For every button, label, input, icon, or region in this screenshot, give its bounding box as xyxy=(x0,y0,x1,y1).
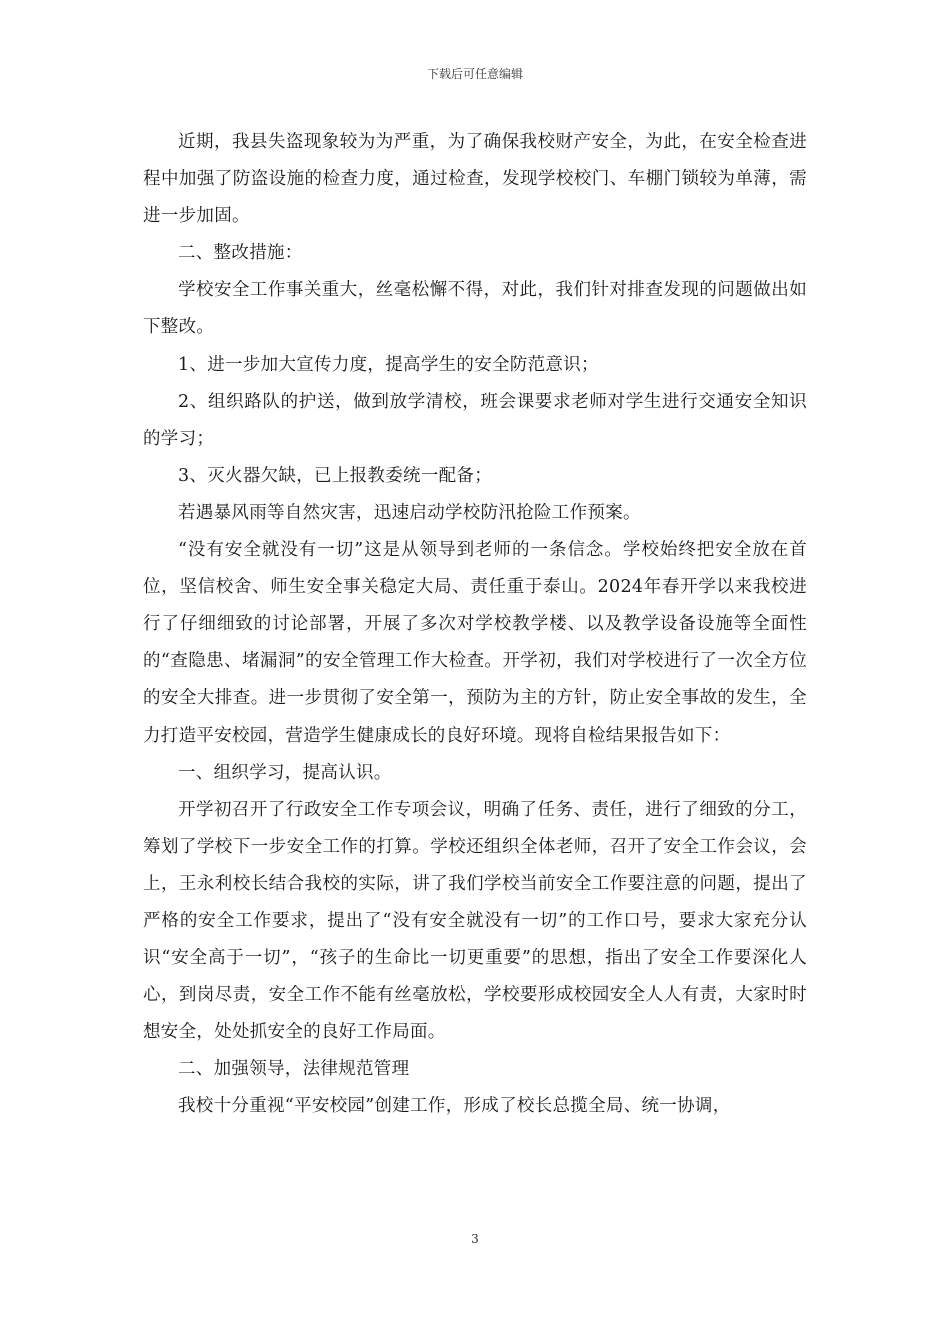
paragraph: 近期，我县失盗现象较为为严重，为了确保我校财产安全，为此，在安全检查进程中加强了防盗设施的检查力度，通过检查，发现学校校门、车棚门锁较为单薄，需进一步加固。 xyxy=(143,132,807,227)
list-item: 2、组织路队的护送，做到放学清校，班会课要求老师对学生进行交通安全知识的学习； xyxy=(143,391,807,449)
section-heading: 二、整改措施： xyxy=(178,243,303,264)
paragraph: 若遇暴风雨等自然灾害，迅速启动学校防汛抢险工作预案。 xyxy=(178,502,641,523)
page-header-note: 下载后可任意编辑 xyxy=(426,67,523,81)
paragraph: 学校安全工作事关重大，丝毫松懈不得，对此，我们针对排查发现的问题做出如下整改。 xyxy=(143,280,807,338)
paragraph: “没有安全就没有一切”这是从领导到老师的一条信念。学校始终把安全放在首位，坚信校舍、师生安全事关稳定大局、责任重于泰山。2024年春开学以来我校进行了仔细细致的讨论部署，开展了多次对学校教学楼、以及教学设备设施等全面性的“查隐患、堵漏洞”的安全管理工作大检查。开学初，我们对学校进行了一次全方位的安全大排查。进一步贯彻了安全第一，预防为主的方针，防止安全事故的发生，全力打造平安校园，营造学生健康成长的良好环境。现将自检结果报告如下： xyxy=(143,540,807,746)
document-body xyxy=(143,124,807,1126)
section-heading: 二、加强领导，法律规范管理 xyxy=(178,1059,410,1080)
paragraph: 我校十分重视“平安校园”创建工作，形成了校长总揽全局、统一协调， xyxy=(178,1096,731,1117)
section-heading: 一、组织学习，提高认识。 xyxy=(178,762,392,783)
page-number: 3 xyxy=(471,1232,479,1246)
list-item: 3、灭火器欠缺，已上报教委统一配备； xyxy=(178,465,493,486)
paragraph: 开学初召开了行政安全工作专项会议，明确了任务、责任，进行了细致的分工，筹划了学校下一步安全工作的打算。学校还组织全体老师，召开了安全工作会议，会上，王永利校长结合我校的实际，讲了我们学校当前安全工作要注意的问题，提出了严格的安全工作要求，提出了“没有安全就没有一切”的工作口号，要求大家充分认识“安全高于一切”，“孩子的生命比一切更重要”的思想，指出了安全工作要深化人心，到岗尽责，安全工作不能有丝毫放松，学校要形成校园安全人人有责，大家时时想安全，处处抓安全的良好工作局面。 xyxy=(143,799,807,1043)
list-item: 1、进一步加大宣传力度，提高学生的安全防范意识； xyxy=(178,354,599,375)
